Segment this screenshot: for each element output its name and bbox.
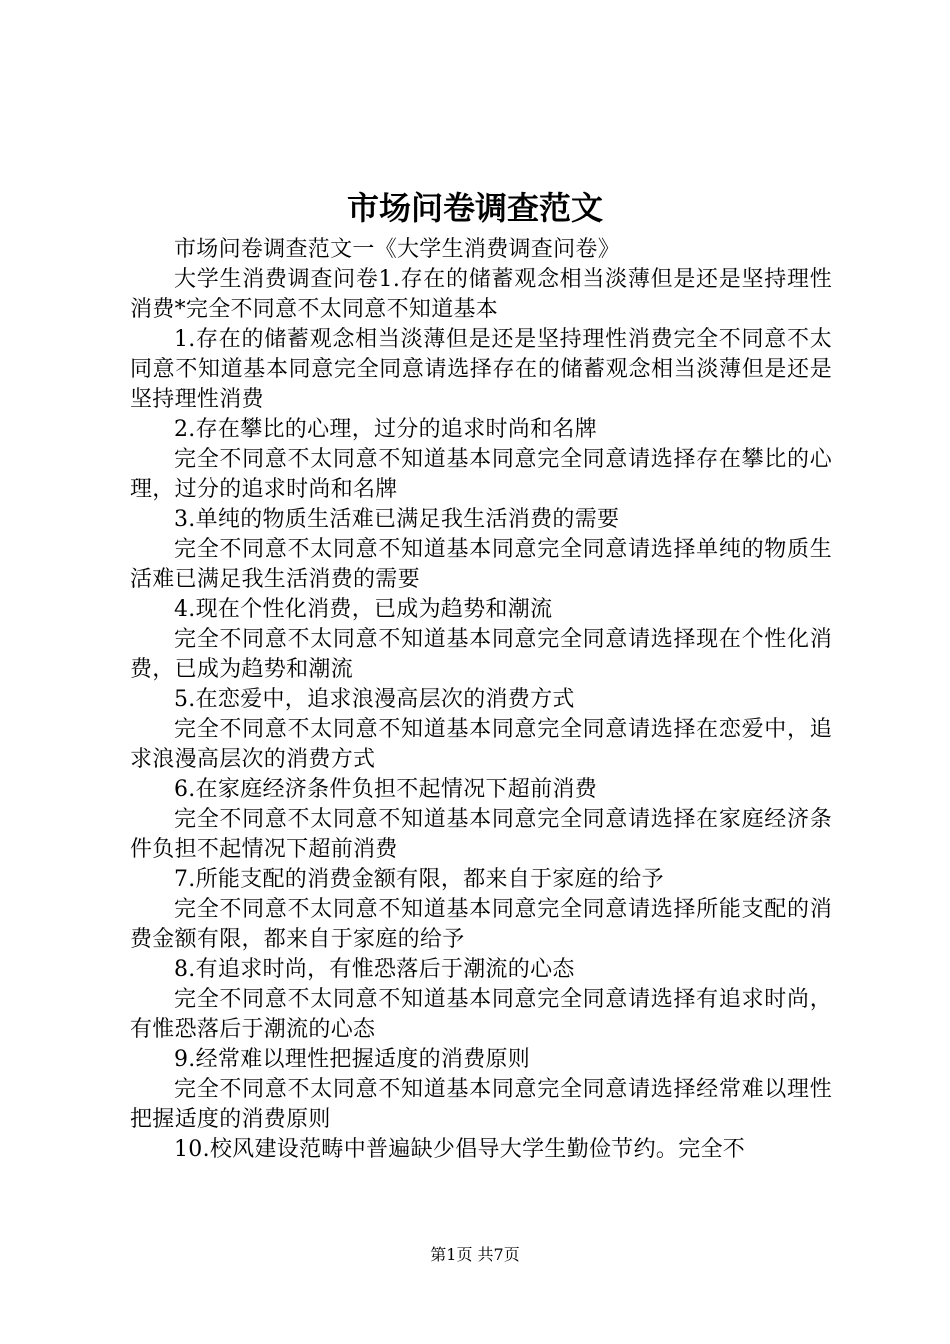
- paragraph: 4.现在个性化消费，已成为趋势和潮流: [174, 597, 553, 622]
- paragraph: 大学生消费调查问卷1.存在的储蓄观念相当淡薄但是还是坚持理性消费*完全不同意不太同意不知道基本: [130, 267, 832, 322]
- paragraph: 完全不同意不太同意不知道基本同意完全同意请选择所能支配的消费金额有限，都来自于家庭的给予: [130, 897, 832, 952]
- paragraph: 完全不同意不太同意不知道基本同意完全同意请选择在家庭经济条件负担不起情况下超前消费: [130, 807, 832, 862]
- paragraph: 完全不同意不太同意不知道基本同意完全同意请选择在恋爱中，追求浪漫高层次的消费方式: [130, 717, 832, 772]
- paragraph: 10.校风建设范畴中普遍缺少倡导大学生勤俭节约。完全不: [174, 1137, 746, 1162]
- paragraph: 5.在恋爱中，追求浪漫高层次的消费方式: [174, 687, 575, 712]
- paragraph: 完全不同意不太同意不知道基本同意完全同意请选择存在攀比的心理，过分的追求时尚和名牌: [130, 447, 832, 502]
- paragraph: 6.在家庭经济条件负担不起情况下超前消费: [174, 777, 597, 802]
- paragraph: 1.存在的储蓄观念相当淡薄但是还是坚持理性消费完全不同意不太同意不知道基本同意完全同意请选择存在的储蓄观念相当淡薄但是还是坚持理性消费: [130, 327, 832, 412]
- document-body: [130, 235, 832, 1165]
- paragraph: 完全不同意不太同意不知道基本同意完全同意请选择经常难以理性把握适度的消费原则: [130, 1077, 832, 1132]
- paragraph: 市场问卷调查范文一《大学生消费调查问卷》: [174, 237, 621, 262]
- paragraph: 8.有追求时尚，有惟恐落后于潮流的心态: [174, 957, 575, 982]
- page-footer: 第1页 共7页: [430, 1245, 520, 1264]
- paragraph: 完全不同意不太同意不知道基本同意完全同意请选择有追求时尚，有惟恐落后于潮流的心态: [130, 987, 832, 1042]
- paragraph: 7.所能支配的消费金额有限，都来自于家庭的给予: [174, 867, 664, 892]
- paragraph: 3.单纯的物质生活难已满足我生活消费的需要: [174, 507, 620, 532]
- document-title: 市场问卷调查范文: [346, 189, 603, 227]
- paragraph: 完全不同意不太同意不知道基本同意完全同意请选择单纯的物质生活难已满足我生活消费的需要: [130, 537, 832, 592]
- paragraph: 9.经常难以理性把握适度的消费原则: [174, 1047, 531, 1072]
- paragraph: 完全不同意不太同意不知道基本同意完全同意请选择现在个性化消费，已成为趋势和潮流: [130, 627, 832, 682]
- paragraph: 2.存在攀比的心理，过分的追求时尚和名牌: [174, 417, 597, 442]
